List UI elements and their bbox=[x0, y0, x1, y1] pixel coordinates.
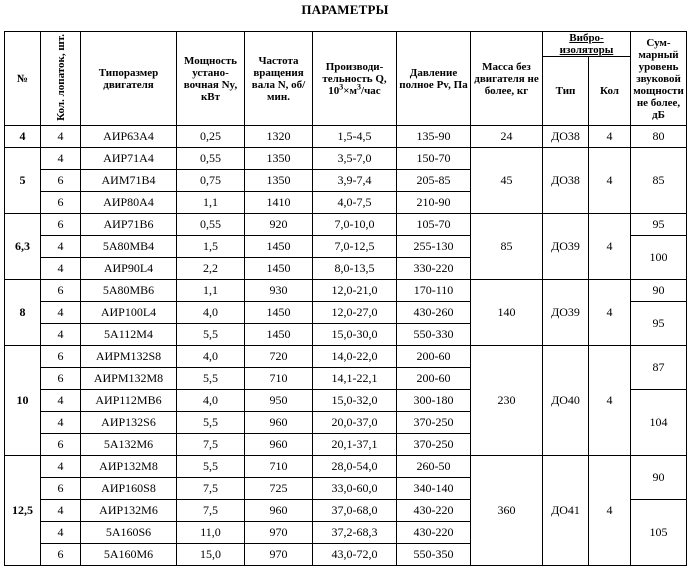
cell-power: 15,0 bbox=[177, 544, 245, 566]
header-vibro-label: Вибро-изоляторы bbox=[559, 32, 614, 56]
cell-motor: 5А80МВ6 bbox=[81, 280, 177, 302]
cell-mass: 85 bbox=[471, 214, 543, 280]
header-flow-mid: ×м bbox=[343, 84, 358, 97]
cell-blades: 6 bbox=[41, 214, 81, 236]
cell-flow: 43,0-72,0 bbox=[313, 544, 397, 566]
cell-blades: 6 bbox=[41, 280, 81, 302]
cell-motor: АИР90L4 bbox=[81, 258, 177, 280]
cell-motor: АИМ71В4 bbox=[81, 170, 177, 192]
cell-rpm: 960 bbox=[245, 500, 313, 522]
cell-pressure: 170-110 bbox=[397, 280, 471, 302]
cell-pressure: 150-70 bbox=[397, 148, 471, 170]
cell-flow: 4,0-7,5 bbox=[313, 192, 397, 214]
cell-mass: 24 bbox=[471, 126, 543, 148]
cell-pressure: 370-250 bbox=[397, 412, 471, 434]
header-vibro bbox=[543, 32, 631, 57]
cell-blades: 4 bbox=[41, 126, 81, 148]
header-noise: Сум-марный уровень звуковой мощности не более, дБ bbox=[631, 32, 687, 126]
cell-blades: 6 bbox=[41, 170, 81, 192]
table-row bbox=[5, 126, 687, 148]
cell-pressure: 210-90 bbox=[397, 192, 471, 214]
cell-pressure: 430-220 bbox=[397, 500, 471, 522]
cell-power: 5,5 bbox=[177, 368, 245, 390]
cell-power: 1,1 bbox=[177, 192, 245, 214]
cell-vibro-type: ДО39 bbox=[543, 214, 589, 280]
cell-pressure: 200-60 bbox=[397, 368, 471, 390]
cell-pressure: 205-85 bbox=[397, 170, 471, 192]
cell-vibro-type: ДО41 bbox=[543, 456, 589, 566]
cell-rpm: 960 bbox=[245, 434, 313, 456]
page-title: ПАРАМЕТРЫ bbox=[301, 2, 389, 17]
cell-power: 1,1 bbox=[177, 280, 245, 302]
cell-rpm: 1450 bbox=[245, 324, 313, 346]
cell-pressure: 260-50 bbox=[397, 456, 471, 478]
cell-motor: АИР132S6 bbox=[81, 412, 177, 434]
cell-group-num: 4 bbox=[5, 126, 41, 148]
cell-vibro-count: 4 bbox=[589, 214, 631, 280]
cell-flow: 14,0-22,0 bbox=[313, 346, 397, 368]
cell-motor: 5А160М6 bbox=[81, 544, 177, 566]
cell-rpm: 930 bbox=[245, 280, 313, 302]
cell-blades: 6 bbox=[41, 368, 81, 390]
cell-noise: 104 bbox=[631, 390, 687, 456]
cell-motor: 5А160S6 bbox=[81, 522, 177, 544]
cell-pressure: 135-90 bbox=[397, 126, 471, 148]
cell-noise: 95 bbox=[631, 214, 687, 236]
cell-flow: 15,0-32,0 bbox=[313, 390, 397, 412]
cell-vibro-type: ДО40 bbox=[543, 346, 589, 456]
cell-pressure: 370-250 bbox=[397, 434, 471, 456]
cell-group-num: 12,5 bbox=[5, 456, 41, 566]
header-blades-label: Кол. лопаток, шт. bbox=[54, 33, 67, 121]
cell-flow: 12,0-27,0 bbox=[313, 302, 397, 324]
cell-noise: 87 bbox=[631, 346, 687, 390]
cell-power: 0,55 bbox=[177, 148, 245, 170]
cell-noise: 105 bbox=[631, 500, 687, 566]
cell-rpm: 920 bbox=[245, 214, 313, 236]
header-vibro-count: Кол bbox=[589, 57, 631, 126]
cell-mass: 45 bbox=[471, 148, 543, 214]
cell-noise: 95 bbox=[631, 302, 687, 346]
cell-flow: 37,0-68,0 bbox=[313, 500, 397, 522]
cell-motor: 5А80МВ4 bbox=[81, 236, 177, 258]
cell-motor: АИР71В6 bbox=[81, 214, 177, 236]
cell-vibro-count: 4 bbox=[589, 126, 631, 148]
header-power: Мощность устано-вочная Ny, кВт bbox=[177, 32, 245, 126]
cell-power: 7,5 bbox=[177, 478, 245, 500]
header-rpm: Частота вращения вала N, об/мин. bbox=[245, 32, 313, 126]
cell-group-num: 5 bbox=[5, 148, 41, 214]
cell-flow: 8,0-13,5 bbox=[313, 258, 397, 280]
cell-pressure: 330-220 bbox=[397, 258, 471, 280]
cell-power: 5,5 bbox=[177, 324, 245, 346]
cell-blades: 4 bbox=[41, 390, 81, 412]
cell-group-num: 6,3 bbox=[5, 214, 41, 280]
cell-blades: 6 bbox=[41, 544, 81, 566]
cell-rpm: 720 bbox=[245, 346, 313, 368]
table-header bbox=[5, 32, 687, 126]
header-flow-base: 10 bbox=[328, 84, 340, 97]
cell-blades: 4 bbox=[41, 258, 81, 280]
cell-rpm: 960 bbox=[245, 412, 313, 434]
cell-rpm: 1450 bbox=[245, 302, 313, 324]
cell-blades: 6 bbox=[41, 346, 81, 368]
cell-blades: 4 bbox=[41, 236, 81, 258]
cell-rpm: 710 bbox=[245, 368, 313, 390]
cell-noise: 100 bbox=[631, 236, 687, 280]
cell-flow: 20,1-37,1 bbox=[313, 434, 397, 456]
cell-motor: АИР132М6 bbox=[81, 500, 177, 522]
cell-pressure: 430-220 bbox=[397, 522, 471, 544]
cell-noise: 80 bbox=[631, 126, 687, 148]
table-row bbox=[5, 280, 687, 302]
cell-pressure: 550-350 bbox=[397, 544, 471, 566]
cell-blades: 4 bbox=[41, 500, 81, 522]
cell-motor: АИР71А4 bbox=[81, 148, 177, 170]
cell-motor: АИРМ132М8 bbox=[81, 368, 177, 390]
cell-vibro-count: 4 bbox=[589, 280, 631, 346]
header-motor: Типоразмер двигателя bbox=[81, 32, 177, 126]
header-flow bbox=[313, 32, 397, 126]
cell-noise: 90 bbox=[631, 280, 687, 302]
cell-vibro-count: 4 bbox=[589, 346, 631, 456]
cell-power: 0,55 bbox=[177, 214, 245, 236]
table-row bbox=[5, 456, 687, 478]
header-flow-suffix: /час bbox=[361, 84, 381, 97]
cell-flow: 7,0-10,0 bbox=[313, 214, 397, 236]
cell-noise: 90 bbox=[631, 456, 687, 500]
cell-rpm: 710 bbox=[245, 456, 313, 478]
cell-vibro-count: 4 bbox=[589, 148, 631, 214]
cell-power: 0,25 bbox=[177, 126, 245, 148]
header-flow-exp2: 3 bbox=[357, 81, 362, 91]
cell-blades: 4 bbox=[41, 456, 81, 478]
cell-mass: 360 bbox=[471, 456, 543, 566]
cell-vibro-count: 4 bbox=[589, 456, 631, 566]
cell-flow: 37,2-68,3 bbox=[313, 522, 397, 544]
cell-motor: АИР80А4 bbox=[81, 192, 177, 214]
cell-pressure: 340-140 bbox=[397, 478, 471, 500]
cell-noise: 85 bbox=[631, 148, 687, 214]
header-vibro-type: Тип bbox=[543, 57, 589, 126]
cell-flow: 12,0-21,0 bbox=[313, 280, 397, 302]
cell-group-num: 8 bbox=[5, 280, 41, 346]
cell-motor: АИР132М8 bbox=[81, 456, 177, 478]
cell-rpm: 725 bbox=[245, 478, 313, 500]
cell-power: 0,75 bbox=[177, 170, 245, 192]
cell-rpm: 1320 bbox=[245, 126, 313, 148]
cell-motor: АИР100L4 bbox=[81, 302, 177, 324]
table-row bbox=[5, 148, 687, 170]
cell-power: 11,0 bbox=[177, 522, 245, 544]
cell-motor: АИР160S8 bbox=[81, 478, 177, 500]
cell-rpm: 1450 bbox=[245, 236, 313, 258]
cell-flow: 15,0-30,0 bbox=[313, 324, 397, 346]
cell-flow: 7,0-12,5 bbox=[313, 236, 397, 258]
cell-mass: 140 bbox=[471, 280, 543, 346]
cell-power: 7,5 bbox=[177, 434, 245, 456]
cell-flow: 20,0-37,0 bbox=[313, 412, 397, 434]
cell-blades: 4 bbox=[41, 522, 81, 544]
header-blades bbox=[41, 32, 81, 126]
cell-power: 7,5 bbox=[177, 500, 245, 522]
table-row bbox=[5, 214, 687, 236]
cell-rpm: 970 bbox=[245, 544, 313, 566]
cell-pressure: 430-260 bbox=[397, 302, 471, 324]
cell-blades: 6 bbox=[41, 478, 81, 500]
cell-flow: 14,1-22,1 bbox=[313, 368, 397, 390]
cell-flow: 3,9-7,4 bbox=[313, 170, 397, 192]
cell-pressure: 300-180 bbox=[397, 390, 471, 412]
cell-rpm: 970 bbox=[245, 522, 313, 544]
cell-motor: АИРМ132S8 bbox=[81, 346, 177, 368]
cell-mass: 230 bbox=[471, 346, 543, 456]
header-mass: Масса без двигателя не более, кг bbox=[471, 32, 543, 126]
cell-pressure: 105-70 bbox=[397, 214, 471, 236]
cell-vibro-type: ДО39 bbox=[543, 280, 589, 346]
cell-rpm: 1450 bbox=[245, 258, 313, 280]
cell-rpm: 1350 bbox=[245, 170, 313, 192]
cell-blades: 4 bbox=[41, 148, 81, 170]
header-flow-prefix: Производи-тельность Q, bbox=[322, 60, 387, 85]
cell-power: 1,5 bbox=[177, 236, 245, 258]
cell-flow: 33,0-60,0 bbox=[313, 478, 397, 500]
cell-pressure: 550-330 bbox=[397, 324, 471, 346]
cell-flow: 1,5-4,5 bbox=[313, 126, 397, 148]
cell-flow: 28,0-54,0 bbox=[313, 456, 397, 478]
cell-motor: 5А132М6 bbox=[81, 434, 177, 456]
cell-motor: АИР63А4 bbox=[81, 126, 177, 148]
cell-power: 4,0 bbox=[177, 390, 245, 412]
cell-power: 4,0 bbox=[177, 302, 245, 324]
cell-blades: 6 bbox=[41, 434, 81, 456]
parameters-table bbox=[4, 31, 687, 566]
cell-pressure: 200-60 bbox=[397, 346, 471, 368]
cell-power: 5,5 bbox=[177, 412, 245, 434]
cell-power: 5,5 bbox=[177, 456, 245, 478]
cell-vibro-type: ДО38 bbox=[543, 148, 589, 214]
table-row bbox=[5, 346, 687, 368]
cell-blades: 4 bbox=[41, 302, 81, 324]
cell-blades: 4 bbox=[41, 324, 81, 346]
cell-motor: АИР112МВ6 bbox=[81, 390, 177, 412]
cell-group-num: 10 bbox=[5, 346, 41, 456]
cell-pressure: 255-130 bbox=[397, 236, 471, 258]
cell-rpm: 950 bbox=[245, 390, 313, 412]
cell-power: 2,2 bbox=[177, 258, 245, 280]
cell-vibro-type: ДО38 bbox=[543, 126, 589, 148]
cell-blades: 4 bbox=[41, 412, 81, 434]
cell-blades: 6 bbox=[41, 192, 81, 214]
cell-rpm: 1350 bbox=[245, 148, 313, 170]
table-body bbox=[5, 126, 687, 566]
header-pressure: Давление полное Pv, Па bbox=[397, 32, 471, 126]
header-num: № bbox=[5, 32, 41, 126]
header-flow-exp1: 3 bbox=[339, 81, 344, 91]
cell-flow: 3,5-7,0 bbox=[313, 148, 397, 170]
cell-power: 4,0 bbox=[177, 346, 245, 368]
cell-rpm: 1410 bbox=[245, 192, 313, 214]
cell-motor: 5А112М4 bbox=[81, 324, 177, 346]
